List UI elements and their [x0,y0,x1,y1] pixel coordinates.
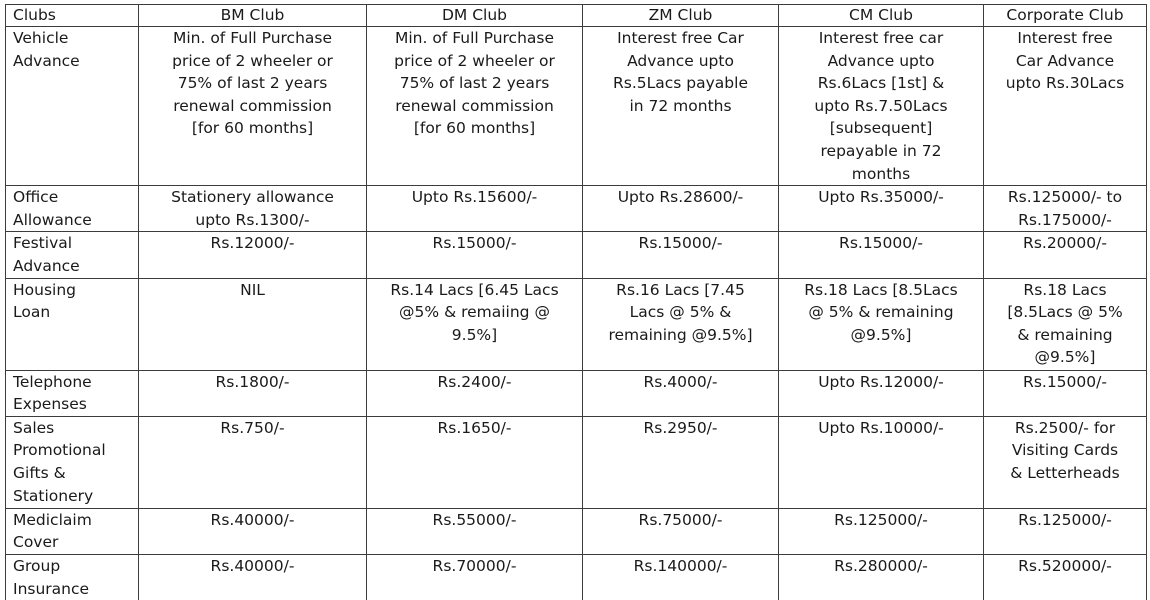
row-label: Office Allowance [6,186,139,232]
table-cell: Rs.15000/- [779,232,984,278]
header-cell-corporate-club: Corporate Club [984,5,1147,27]
table-cell: Interest free Car Advance upto Rs.5Lacs payable in 72 months [583,27,779,186]
table-cell: Rs.2950/- [583,416,779,508]
table-cell: Upto Rs.35000/- [779,186,984,232]
table-cell: Rs.4000/- [583,370,779,416]
table-header-row [6,5,1147,27]
table-cell: Rs.18 Lacs [8.5Lacs @ 5% & remaining @9.5%] [779,278,984,370]
row-label: Housing Loan [6,278,139,370]
table-cell: Upto Rs.15600/- [367,186,583,232]
row-label: Festival Advance [6,232,139,278]
row-label: Sales Promotional Gifts & Stationery [6,416,139,508]
row-label: Vehicle Advance [6,27,139,186]
table-cell: Rs.1650/- [367,416,583,508]
table-row-sales-promotional [6,416,1147,508]
table-row-housing-loan [6,278,1147,370]
table-row-mediclaim-cover [6,508,1147,554]
header-cell-cm-club: CM Club [779,5,984,27]
table-cell: Rs.750/- [139,416,367,508]
header-cell-dm-club: DM Club [367,5,583,27]
table-row-office-allowance [6,186,1147,232]
table-row-vehicle-advance [6,27,1147,186]
header-cell-bm-club: BM Club [139,5,367,27]
table-cell: Rs.125000/- [779,508,984,554]
table-cell: Rs.140000/- [583,554,779,600]
table-cell: Interest free car Advance upto Rs.6Lacs [1st] & upto Rs.7.50Lacs [subsequent] repayable in 72 months [779,27,984,186]
table-cell: Rs.14 Lacs [6.45 Lacs @5% & remaiing @ 9.5%] [367,278,583,370]
table-cell: Min. of Full Purchase price of 2 wheeler or 75% of last 2 years renewal commission [for 60 months] [139,27,367,186]
table-cell: Rs.20000/- [984,232,1147,278]
table-cell: Rs.55000/- [367,508,583,554]
table-cell: Rs.40000/- [139,554,367,600]
table-cell: Rs.15000/- [984,370,1147,416]
row-label: Telephone Expenses [6,370,139,416]
table-cell: Upto Rs.12000/- [779,370,984,416]
table-cell: Rs.280000/- [779,554,984,600]
table-row-telephone-expenses [6,370,1147,416]
header-cell-clubs: Clubs [6,5,139,27]
table-cell: Interest free Car Advance upto Rs.30Lacs [984,27,1147,186]
row-label: Group Insurance [6,554,139,600]
table-cell: Rs.75000/- [583,508,779,554]
table-cell: Rs.70000/- [367,554,583,600]
table-cell: Rs.125000/- to Rs.175000/- [984,186,1147,232]
table-cell: Rs.15000/- [367,232,583,278]
table-cell: Rs.2500/- for Visiting Cards & Letterheads [984,416,1147,508]
table-cell: NIL [139,278,367,370]
table-row-festival-advance [6,232,1147,278]
table-cell: Rs.15000/- [583,232,779,278]
table-cell: Upto Rs.10000/- [779,416,984,508]
club-benefits-table [5,4,1147,600]
table-row-group-insurance [6,554,1147,600]
table-cell: Rs.520000/- [984,554,1147,600]
table-cell: Rs.125000/- [984,508,1147,554]
table-cell: Rs.18 Lacs [8.5Lacs @ 5% & remaining @9.5%] [984,278,1147,370]
table-cell: Rs.12000/- [139,232,367,278]
row-label: Mediclaim Cover [6,508,139,554]
table-cell: Stationery allowance upto Rs.1300/- [139,186,367,232]
table-cell: Upto Rs.28600/- [583,186,779,232]
table-cell: Rs.2400/- [367,370,583,416]
table-cell: Rs.40000/- [139,508,367,554]
table-cell: Rs.16 Lacs [7.45 Lacs @ 5% & remaining @9.5%] [583,278,779,370]
header-cell-zm-club: ZM Club [583,5,779,27]
table-cell: Min. of Full Purchase price of 2 wheeler or 75% of last 2 years renewal commission [for 60 months] [367,27,583,186]
table-cell: Rs.1800/- [139,370,367,416]
